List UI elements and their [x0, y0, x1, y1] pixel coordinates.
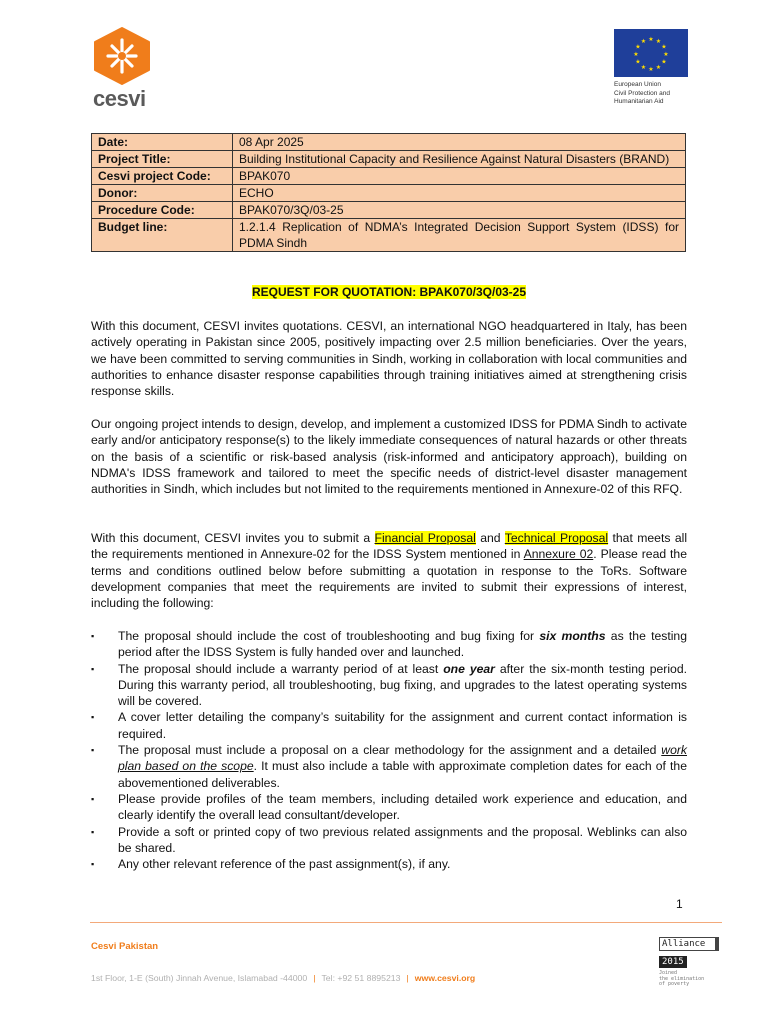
alliance-tagline [659, 971, 719, 988]
list-item [91, 856, 687, 872]
svg-text:★: ★ [655, 64, 662, 71]
footer-org-name: Cesvi Pakistan [91, 941, 159, 952]
eu-caption-line: Civil Protection and [614, 89, 670, 97]
annexure-reference: Annexure 02 [523, 547, 594, 562]
text-span: Provide a soft or printed copy of two previous related assignments and the proposal. Weblinks can also be shared. [118, 824, 687, 855]
svg-text:★: ★ [661, 58, 667, 66]
text-span: Please provide profiles of the team members, including detailed work experience and education, and clearly identify the overall lead consultant/developer. [118, 791, 687, 823]
budget-line-value: 1.2.1.4 Replication of NDMA’s Integrated Decision Support System (IDSS) for PDMA Sindh [233, 219, 686, 252]
requirements-list [91, 628, 687, 872]
alliance-year: 2015 [659, 956, 687, 968]
list-item [91, 628, 687, 661]
procedure-code-label: Procedure Code: [92, 202, 233, 219]
svg-text:★: ★ [655, 38, 662, 45]
table-row [92, 202, 686, 219]
invitation-paragraph [91, 530, 687, 611]
page-number: 1 [676, 897, 683, 911]
footer-address-line [91, 973, 475, 983]
svg-text:★: ★ [661, 43, 667, 51]
emphasis-text: work plan based on the scope [118, 743, 687, 774]
text-span: Any other relevant reference of the past assignment(s), if any. [118, 857, 451, 872]
eu-echo-logo [614, 29, 704, 107]
rfq-heading [90, 285, 688, 299]
svg-text:★: ★ [635, 43, 641, 51]
text-span: after the six-month testing period. During this warranty period, all troubleshooting, bug fixing, and upgrades to the latest operating systems will be covered. [118, 661, 688, 709]
date-label: Date: [92, 134, 233, 151]
budget-line-label: Budget line: [92, 219, 233, 252]
table-row [92, 168, 686, 185]
table-row [92, 219, 686, 252]
alliance-2015-logo [659, 937, 719, 988]
footer-divider [90, 922, 722, 923]
project-info-table [91, 133, 686, 252]
text-span: . It must also include a table with approximate completion dates for each of the abovementioned deliverables. [118, 759, 687, 790]
alliance-tagline-line: Joined [659, 970, 678, 976]
text-span: . Please read the terms and conditions outlined below before submitting a quotation in response to the ToRs. Software development companies that meet the requirements are invited to submit their expressions of interest, including the following: [91, 547, 687, 611]
text-span: that meets all the requirements mentioned in Annexure-02 for the IDSS System mentioned in [91, 531, 688, 562]
footer-separator: | [406, 973, 409, 983]
eu-caption-line: Humanitarian Aid [614, 98, 664, 105]
alliance-tagline-line: of poverty [659, 981, 690, 987]
rfq-heading-text: REQUEST FOR QUOTATION: BPAK070/3Q/03-25 [251, 285, 527, 299]
bullet-icon: ▪ [91, 663, 95, 674]
eu-flag-icon [614, 29, 688, 77]
text-span: A cover letter detailing the company’s suitability for the assignment and current contact information is required. [118, 710, 687, 741]
date-value: 08 Apr 2025 [233, 134, 686, 151]
table-row [92, 151, 686, 168]
list-item [91, 709, 687, 742]
bullet-icon: ▪ [91, 631, 95, 641]
footer-phone: Tel: +92 51 8895213 [321, 973, 401, 983]
text-span: The proposal should include the cost of troubleshooting and bug fixing for [118, 629, 540, 643]
svg-text:★: ★ [640, 38, 647, 45]
bullet-icon: ▪ [91, 712, 95, 723]
project-code-value: BPAK070 [233, 168, 686, 185]
financial-proposal-highlight: Financial Proposal [374, 531, 476, 545]
bullet-icon: ▪ [91, 826, 95, 837]
text-span: as the testing period after the IDSS System is fully handed over and launched. [118, 629, 687, 660]
text-span: and [475, 531, 505, 545]
project-code-label: Cesvi project Code: [92, 168, 233, 185]
alliance-name: Alliance [659, 937, 719, 951]
project-title-value: Building Institutional Capacity and Resilience Against Natural Disasters (BRAND) [233, 151, 686, 168]
technical-proposal-highlight: Technical Proposal [504, 531, 609, 545]
bullet-icon: ▪ [91, 745, 95, 756]
cesvi-logo-text: cesvi [93, 86, 146, 111]
table-row [92, 185, 686, 202]
project-paragraph: Our ongoing project intends to design, develop, and implement a customized IDSS for PDMA Sindh to activate early and/or anticipatory response(s) to the likely immediate consequences of natural hazards or other threats on the basis of a scientific or risk-based analysis (risk-informed and anticipatory approach), building on NDMA's IDSS framework and tailored to meet the specific needs of district-level disaster management authorities in Sindh, which includes but not limited to the requirements mentioned in Annexure-02 of this RFQ. [91, 417, 687, 497]
list-item [91, 791, 687, 824]
emphasis-text: six months [539, 629, 606, 643]
cesvi-hexagon-icon [90, 26, 154, 86]
text-span: The proposal should include a warranty period of at least [118, 661, 444, 676]
list-item [91, 742, 687, 791]
intro-paragraph: With this document, CESVI invites quotations. CESVI, an international NGO headquartered in Italy, has been actively operating in Pakistan since 2005, positively impacting over 2.5 million beneficiaries. Over the years, we have been committed to serving communities in Sindh, working in collaboration with local communities and authorities to enhance disaster response capabilities through training initiatives aimed at strengthening crisis response skills. [91, 319, 687, 399]
eu-caption [614, 81, 704, 107]
table-row [92, 134, 686, 151]
svg-text:★: ★ [648, 36, 654, 43]
footer-address: 1st Floor, 1-E (South) Jinnah Avenue, Islamabad -44000 [91, 973, 308, 983]
svg-text:★: ★ [648, 66, 654, 73]
bullet-icon: ▪ [91, 859, 95, 870]
project-title-label: Project Title: [92, 151, 233, 168]
cesvi-logo [90, 26, 154, 114]
text-span: With this document, CESVI invites you to submit a [91, 531, 375, 545]
procedure-code-value: BPAK070/3Q/03-25 [233, 202, 686, 219]
svg-text:★: ★ [635, 58, 641, 66]
eu-caption-line: European Union [614, 81, 661, 88]
donor-value: ECHO [233, 185, 686, 202]
svg-text:★: ★ [663, 51, 669, 58]
text-span: The proposal must include a proposal on a clear methodology for the assignment and a detailed [118, 743, 662, 758]
bullet-icon: ▪ [91, 793, 95, 804]
list-item [91, 661, 687, 710]
alliance-tagline-line: the elimination [659, 975, 705, 982]
emphasis-text: one year [443, 661, 495, 676]
svg-text:★: ★ [640, 64, 647, 71]
list-item [91, 824, 687, 857]
footer-separator: | [313, 973, 316, 983]
svg-text:★: ★ [633, 51, 639, 58]
donor-label: Donor: [92, 185, 233, 202]
footer-website-link[interactable]: www.cesvi.org [414, 973, 476, 983]
